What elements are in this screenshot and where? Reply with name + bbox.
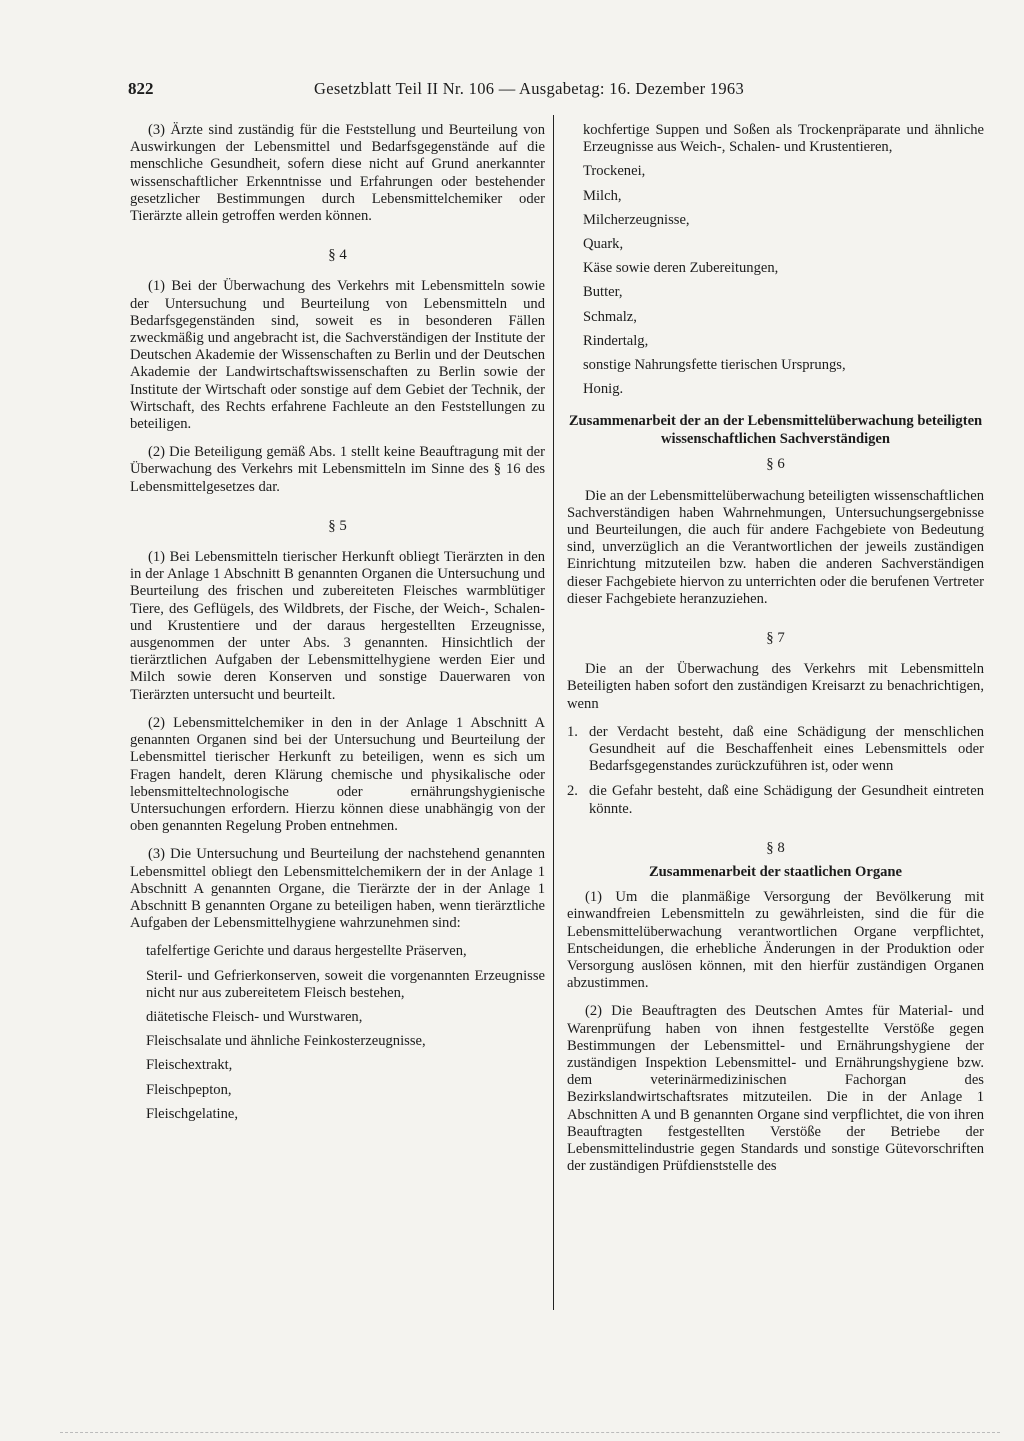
running-head: Gesetzblatt Teil II Nr. 106 — Ausgabetag: 16. Dezember 1963 bbox=[314, 79, 745, 98]
page-header bbox=[128, 79, 988, 103]
section-heading-4: § 4 bbox=[328, 247, 347, 264]
food-list-right bbox=[567, 122, 984, 398]
item-text: der Verdacht besteht, daß eine Schädigung der menschlichen Gesundheit auf die Beschaffenheit eines Lebensmittels oder Bedarfsgegenstandes zurückzuführen ist, oder wenn bbox=[589, 723, 984, 775]
heading-cooperation-organs: Zusammenarbeit der staatlichen Organe bbox=[648, 864, 903, 881]
list-item: Fleischextrakt, bbox=[146, 1057, 233, 1074]
list-item: sonstige Nahrungsfette tierischen Ursprungs, bbox=[583, 357, 846, 374]
list-item: Milcherzeugnisse, bbox=[583, 211, 690, 228]
item-number: 2. bbox=[567, 783, 578, 800]
section-heading-6: § 6 bbox=[766, 456, 785, 473]
item-number: 1. bbox=[567, 723, 578, 740]
list-item: Käse sowie deren Zubereitungen, bbox=[583, 260, 779, 277]
paragraph-5-2: (2) Lebensmittelchemiker in den in der Anlage 1 Abschnitt A genannten Organen sind bei der Untersuchung und Beurteilung der Lebensmittel tierischer Herkunft zu beteiligen, wenn es sich um Fragen handelt, deren Klärung chemische und physikalische oder lebensmitteltechnologische oder ernährungshygienische Untersuchungen erfordern. Hierzu können diese unabhängig von der oben genannten Regelung Proben entnehmen. bbox=[130, 714, 545, 835]
numbered-item bbox=[567, 724, 984, 776]
scan-edge bbox=[60, 1432, 1000, 1434]
paragraph-5-3: (3) Die Untersuchung und Beurteilung der nachstehend genannten Lebensmittel obliegt den Lebensmittelchemikern der in der Anlage 1 Abschnitt A genannten Organe, die Tierärzte der in der Anlage 1 Abschnitt B genannten Organe zu beteiligen haben, wenn tierärztliche Aufgaben der Lebensmittelhygiene wahrzunehmen sind: bbox=[130, 846, 545, 932]
list-item: diätetische Fleisch- und Wurstwaren, bbox=[146, 1008, 363, 1025]
paragraph-7: Die an der Überwachung des Verkehrs mit Lebensmitteln Beteiligten haben sofort den zuständigen Kreisarzt zu benachrichtigen, wenn bbox=[567, 661, 984, 712]
list-item: Honig. bbox=[583, 381, 624, 398]
page-number: 822 bbox=[128, 79, 154, 98]
list-item: Trockenei, bbox=[583, 163, 646, 180]
paragraph-8-1: (1) Um die planmäßige Versorgung der Bevölkerung mit einwandfreien Lebensmitteln zu gewährleisten, sind die für die Lebensmittelüberwachung verantwortlichen Organe verpflichtet, Entscheidungen, die erhebliche Änderungen in der Produktion oder Versorgung auslösen können, mit den hierfür zuständigen Organen abzustimmen. bbox=[567, 889, 984, 992]
heading-cooperation-experts: Zusammenarbeit der an der Lebensmittelüberwachung beteiligten wissenschaftlichen Sachverständigen bbox=[568, 413, 983, 448]
paragraph-3-physicians: (3) Ärzte sind zuständig für die Feststellung und Beurteilung von Auswirkungen der Lebensmittel und Bedarfsgegenstände auf die menschliche Gesundheit, sofern diese nicht auf Grund anerkannter wissenschaftlicher Erkenntnisse und Erfahrungen oder bestehender gesetzlicher Bestimmungen durch Lebensmittelchemiker oder Tierärzte allein getroffen werden können. bbox=[130, 122, 545, 225]
item-text: die Gefahr besteht, daß eine Schädigung der Gesundheit eintreten könnte. bbox=[589, 783, 984, 817]
section-heading-7: § 7 bbox=[766, 630, 785, 647]
paragraph-8-2: (2) Die Beauftragten des Deutschen Amtes für Material- und Warenprüfung haben von ihnen festgestellte Verstöße gegen Bestimmungen der Lebensmittel- und Ernährungshygiene der zuständigen Inspektion Lebensmittel- und Ernährungshygiene bzw. dem veterinärmedizinischen Fachorgan des Bezirkslandwirtschaftsrates mitzuteilen. Die in der Anlage 1 Abschnitten A und B genannten Organe sind verpflichtet, die von ihren Beauftragten festgestellten Verstöße der Betriebe der Lebensmittelindustrie gegen Standards und sonstige Gütevorschriften der zuständigen Prüfdienststelle des bbox=[567, 1003, 984, 1175]
list-item: Fleischgelatine, bbox=[146, 1105, 238, 1122]
list-item: Milch, bbox=[583, 187, 622, 204]
paragraph-4-2: (2) Die Beteiligung gemäß Abs. 1 stellt keine Beauftragung mit der Überwachung des Verkehrs mit Lebensmitteln im Sinne des § 16 des Lebensmittelgesetzes dar. bbox=[130, 444, 545, 495]
list-item: Butter, bbox=[583, 284, 623, 301]
right-column bbox=[567, 122, 984, 1186]
food-list-left bbox=[130, 943, 545, 1123]
list-item: Fleischsalate und ähnliche Feinkosterzeugnisse, bbox=[146, 1033, 426, 1050]
numbered-item bbox=[567, 783, 984, 817]
paragraph-5-1: (1) Bei Lebensmitteln tierischer Herkunft obliegt Tierärzten in den in der Anlage 1 Abschnitt B genannten Organen die Untersuchung und Beurteilung des frischen und zubereiteten Fleisches warmblütiger Tiere, des Geflügels, des Wildbrets, der Fische, der Weich-, Schalen- und Krustentiere und der daraus hergestellten Erzeugnisse, ausgenommen der unter Abs. 3 genannten. Hinsichtlich der tierärztlichen Aufgaben der Lebensmittelhygiene werden Eier und Milch sowie deren Konserven und sonstige Dauerwaren von Tierärzten untersucht und beurteilt. bbox=[130, 549, 545, 703]
paragraph-6: Die an der Lebensmittelüberwachung beteiligten wissenschaftlichen Sachverständigen haben Wahrnehmungen, Untersuchungsergebnisse und Beurteilungen, die auch für andere Fachgebiete von Bedeutung sind, unverzüglich an die Verantwortlichen der jeweils zuständigen Einrichtung mitzuteilen bzw. haben die anderen Sachverständigen dieser Fachgebiete hiervon zu unterrichten oder die berufenen Vertreter dieser Fachgebiete heranzuziehen. bbox=[567, 487, 984, 607]
list-item: Quark, bbox=[583, 236, 624, 253]
list-item: Rindertalg, bbox=[583, 332, 649, 349]
list-item: Schmalz, bbox=[583, 308, 637, 325]
column-divider bbox=[553, 115, 554, 1310]
list-item: Fleischpepton, bbox=[146, 1081, 232, 1098]
paragraph-4-1: (1) Bei der Überwachung des Verkehrs mit Lebensmitteln sowie der Untersuchung und Beurteilung von Lebensmitteln und Bedarfsgegenständen sind, soweit es in besonderen Fällen zweckmäßig und angebracht ist, die Sachverständigen der Institute der Deutschen Akademie der Wissenschaften zu Berlin und der Deutschen Akademie der Landwirtschaftswissenschaften zu Berlin sowie der Institute der Wirtschaft oder sonstige auf dem Gebiet der Technik, der Wirtschaft, des Rechts erfahrene Fachleute an den Feststellungen zu beteiligen. bbox=[130, 278, 545, 433]
section-heading-8: § 8 bbox=[766, 839, 785, 856]
list-item: tafelfertige Gerichte und daraus hergestellte Präserven, bbox=[146, 943, 467, 960]
left-column bbox=[130, 122, 545, 1130]
list-item: kochfertige Suppen und Soßen als Trockenpräparate und ähnliche Erzeugnisse aus Weich-, Schalen- und Krustentieren, bbox=[583, 122, 984, 156]
list-item: Steril- und Gefrierkonserven, soweit die vorgenannten Erzeugnisse nicht nur aus zubereitetem Fleisch bestehen, bbox=[146, 967, 545, 1001]
section-heading-5: § 5 bbox=[328, 517, 347, 534]
